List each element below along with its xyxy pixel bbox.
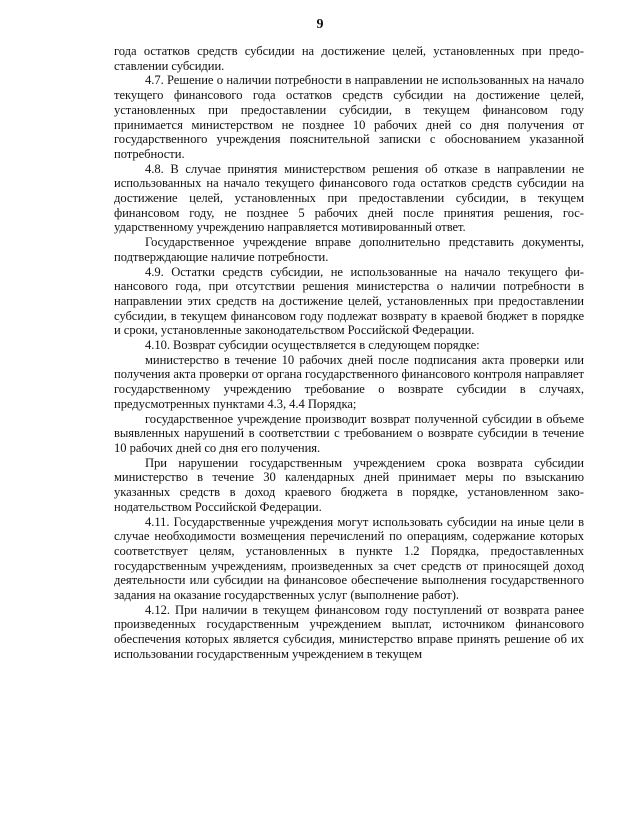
paragraph-ministry-requirement: министерство в течение 10 рабочих дней после подписания акта проверки или получения акта проверки от органа государственного финансового контроля направляет государственному учреждению требование о возврате субсидии в случаях, предусмотренных пунктами 4.3, 4.4 Порядка; <box>114 352 584 411</box>
paragraph-refund-violation: При нарушении государственным учреждением срока возврата субсидии министерство в течение 30 календарных дней принимает меры по взысканию указанных средств в доход краевого бюджета в порядке, установленном законодательством Российской Федерации. <box>114 455 584 514</box>
paragraph-4-8: 4.8. В случае принятия министерством решения об отказе в направлении не использованных на начало текущего финансового года остатков средств субсидии на достижение целей, установленных при предоставлении субсидии, в текущем финансовом году, не позднее 5 рабочих дней после принятия решения, государственному учреждению направляется мотивированный ответ. <box>114 161 584 235</box>
paragraph-4-10: 4.10. Возврат субсидии осуществляется в следующем порядке: <box>145 338 480 353</box>
page-number: 9 <box>316 17 324 32</box>
paragraph-4-12: 4.12. При наличии в текущем финансовом году поступлений от возврата ранее произведенных государственным учреждением выплат, источником финансового обеспечения которых является субсидия, министерство вправе принять решение об их использовании государственным учреждением в текущем <box>114 602 584 661</box>
paragraph-continuation: года остатков средств субсидии на достижение целей, установленных при предоставлении субсидии. <box>114 44 584 73</box>
paragraph-4-11: 4.11. Государственные учреждения могут использовать субсидии на иные цели в случае необходимости возмещения перечислений по операциям, содержание которых соответствует целям, установленных в пункте 1.2 Порядка, предоставленных государственным учреждениям, произведенных за счет средств от приносящей доход деятельности или субсидии на финансовое обеспечение выполнения государственного задания на оказание государственных услуг (выполнение работ). <box>114 514 584 603</box>
paragraph-4-7: 4.7. Решение о наличии потребности в направлении не использованных на начало текущего финансового года остатков средств субсидии на достижение целей, установленных при предоставлении субсидии, в текущем финансовом году принимается министерством не позднее 10 рабочих дней со дня получения от государственного учреждения пояснительной записки с обоснованием указанной потребности. <box>114 73 584 161</box>
document-body <box>114 44 584 662</box>
paragraph-4-9: 4.9. Остатки средств субсидии, не использованные на начало текущего финансового года, при отсутствии решения министерства о наличии потребности в направлении этих средств на достижение целей, установленных при предоставлении субсидии, в текущем финансовом году подлежат возврату в краевой бюджет в порядке и сроки, установленные законодательством Российской Федерации. <box>114 264 584 338</box>
paragraph-institution-refund: государственное учреждение производит возврат полученной субсидии в объеме выявленных нарушений в соответствии с требованием о возврате субсидии в течение 10 рабочих дней со дня его получения. <box>114 411 584 455</box>
paragraph-additional-documents: Государственное учреждение вправе дополнительно представить документы, подтверждающие наличие потребности. <box>114 235 584 264</box>
